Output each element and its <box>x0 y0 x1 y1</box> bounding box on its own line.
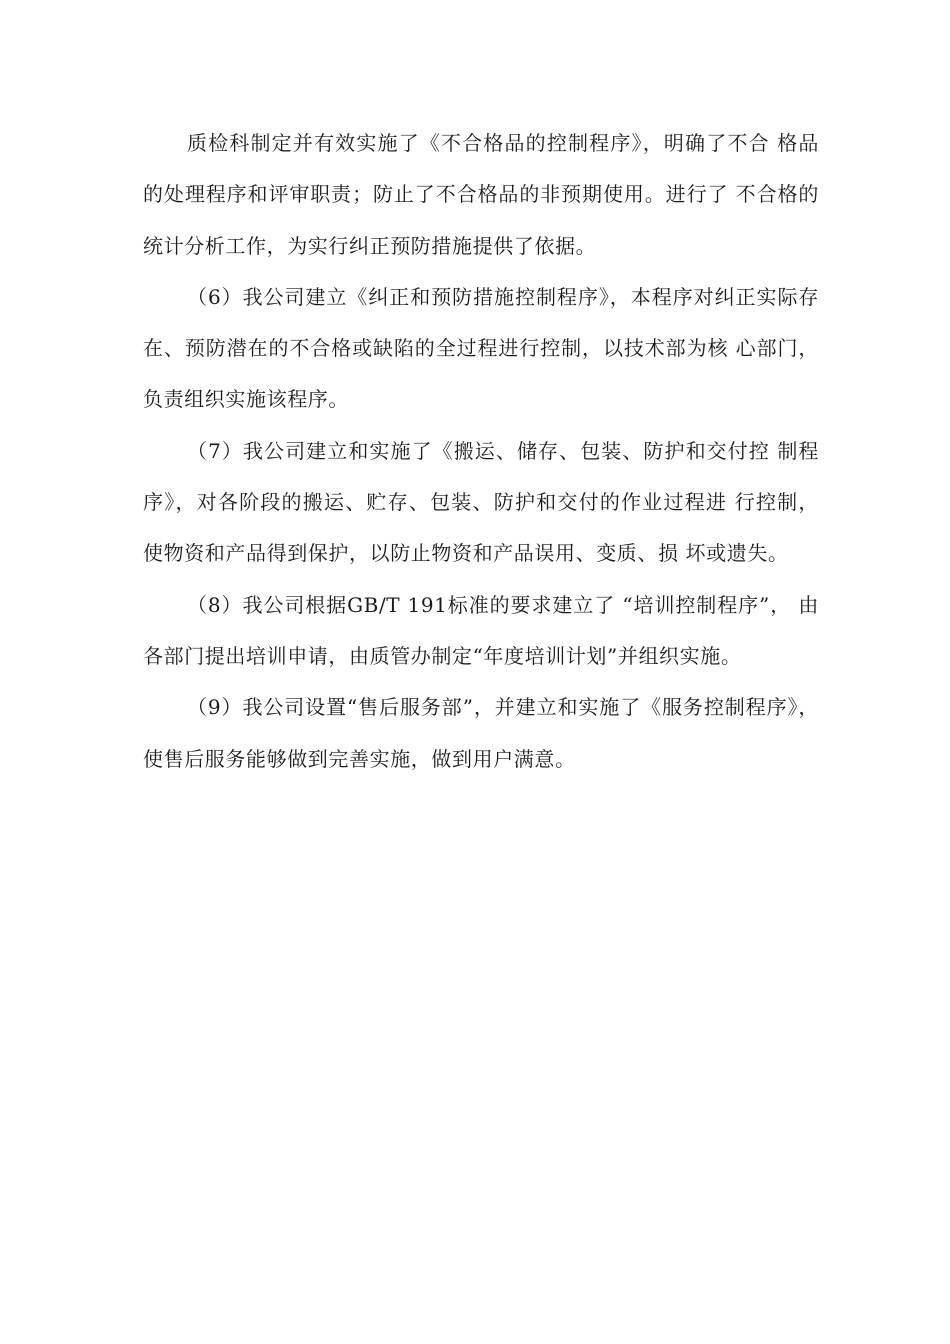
paragraph-training-control: （8）我公司根据GB/T 191标准的要求建立了 “培训控制程序”， 由各部门提出培训申请，由质管办制定“年度培训计划”并组织实施。 <box>143 592 819 668</box>
paragraph-service-control: （9）我公司设置“售后服务部”，并建立和实施了《服务控制程序》，使售后服务能够做到完善实施，做到用户满意。 <box>143 695 819 771</box>
paragraph-corrective-preventive: （6）我公司建立《纠正和预防措施控制程序》，本程序对纠正实际存在、预防潜在的不合格或缺陷的全过程进行控制，以技术部为核 心部门，负责组织实施该程序。 <box>143 284 819 412</box>
paragraph-nonconforming-control: 质检科制定并有效实施了《不合格品的控制程序》，明确了不合 格品的处理程序和评审职责；防止了不合格品的非预期使用。进行了 不合格的统计分析工作，为实行纠正预防措施提供了依据。 <box>143 131 819 258</box>
document-body <box>143 118 819 785</box>
paragraph-handling-storage: （7）我公司建立和实施了《搬运、储存、包装、防护和交付控 制程序》，对各阶段的搬运、贮存、包装、防护和交付的作业过程进 行控制，使物资和产品得到保护，以防止物资和产品误用、变质、损 坏或遗失。 <box>143 438 819 566</box>
